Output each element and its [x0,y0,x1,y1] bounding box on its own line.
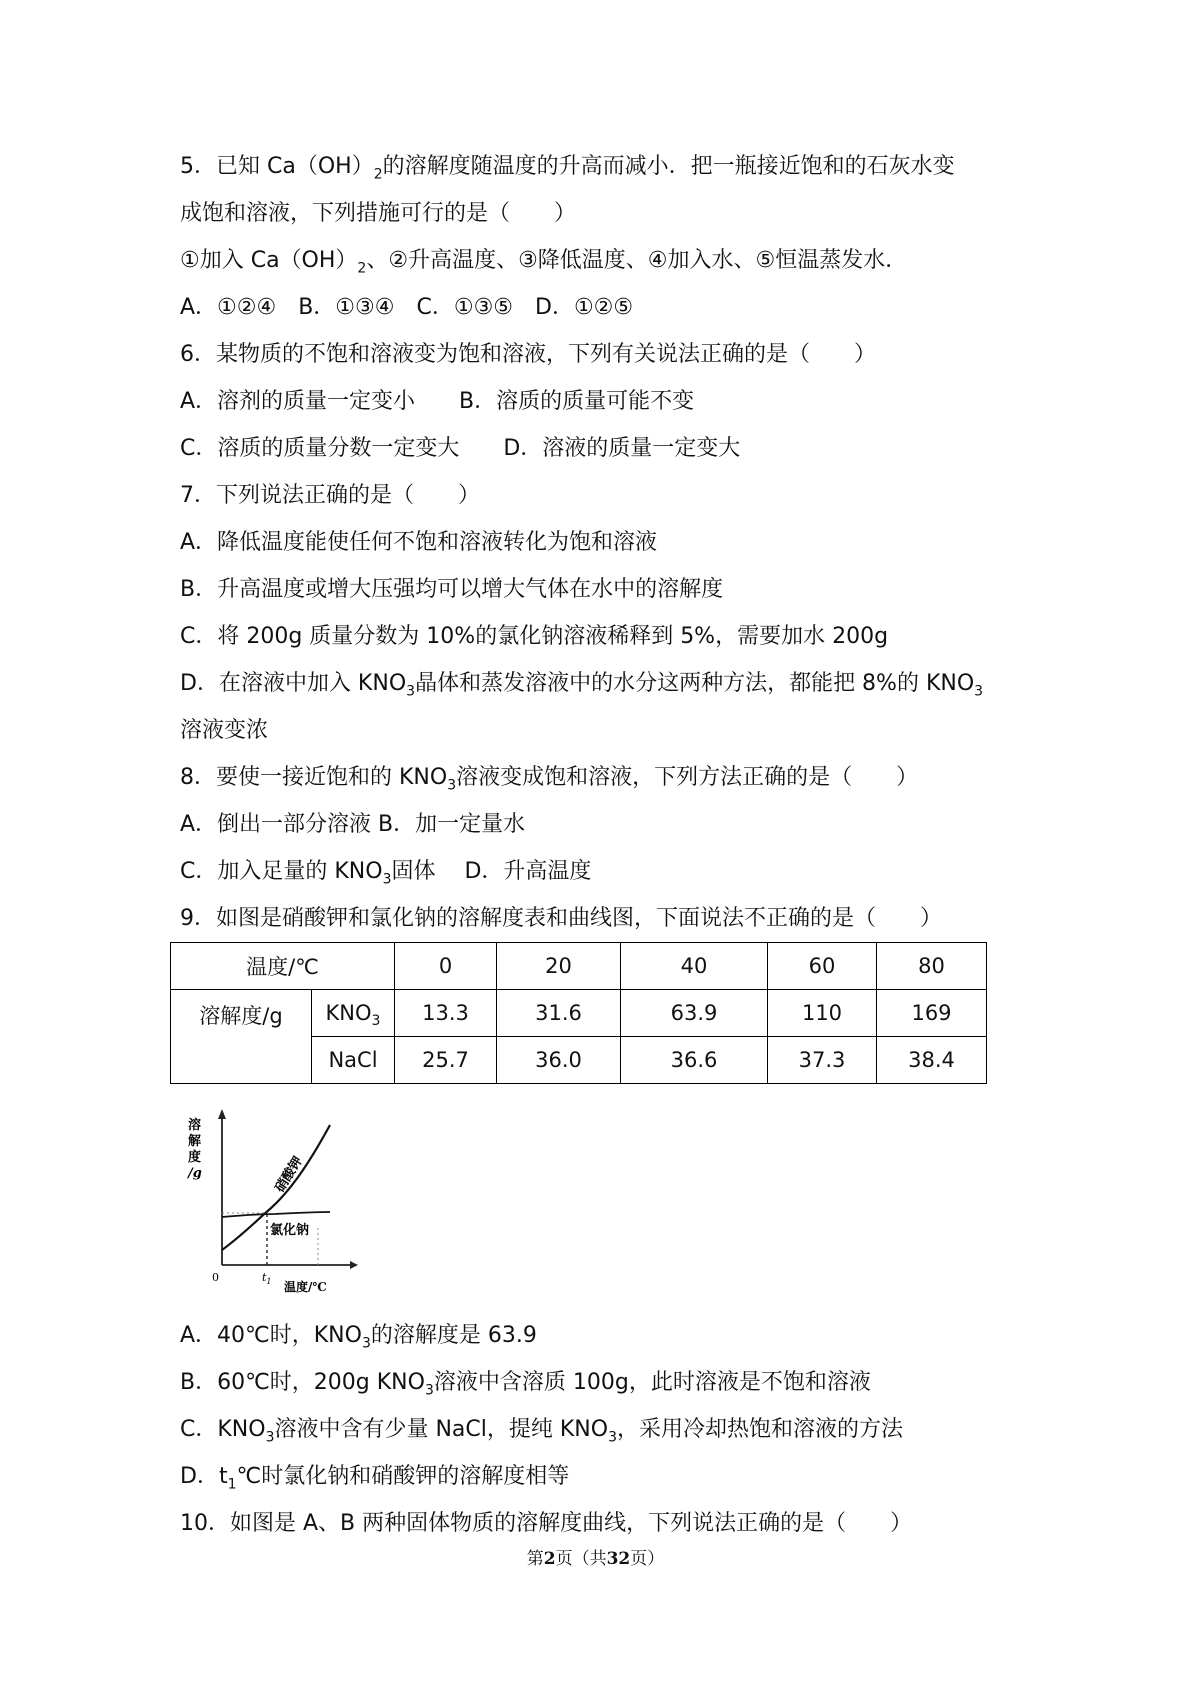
q6-stem: 6．某物质的不饱和溶液变为饱和溶液，下列有关说法正确的是（ ） [180,342,876,367]
solubility-curve-graph [170,1105,360,1295]
q5-stem-line1: 5．已知 $Ca(OH)_2$的溶解度随温度的升高而减小．把一瓶接近饱和的石灰水变 [180,154,955,183]
table-cell: 36.0 [497,1037,621,1084]
table-cell: 31.6 [497,990,621,1037]
q7-option-c: C．将 200g 质量分数为 10%的氯化钠溶液稀释到 5%，需要加水 200g [180,624,889,649]
table-cell: 63.9 [621,990,768,1037]
q6-options-cd: C．溶质的质量分数一定变大 D．溶液的质量一定变大 [180,436,741,461]
q9-option-a: A．40℃时，$KNO_3$的溶解度是 63.9 [180,1323,537,1352]
q7-option-d-cont: 溶液变浓 [180,718,269,743]
q5-measures: ①加入 $Ca(OH)_2$、②升高温度、③降低温度、④加入水、⑤恒温蒸发水． [180,248,908,277]
q9-option-b: B．60℃时，200g $KNO_3$溶液中含溶质 100g，此时溶液是不饱和溶液 [180,1370,871,1399]
y-axis-arrow [218,1109,226,1119]
table-cell-kno3: $KNO_3$ [312,990,395,1037]
table-cell: 169 [877,990,987,1037]
q5-options: A．①②④ B．①③④ C．①③⑤ D．①②⑤ [180,295,634,320]
q10-stem: 10．如图是 A、B 两种固体物质的溶解度曲线，下列说法正确的是（ ） [180,1511,913,1536]
table-row [171,990,987,1037]
t1-label: $t_1$ [262,1271,272,1286]
table-header-temp: 温度/℃ [171,943,395,990]
table-cell: 40 [621,943,768,990]
table-cell: 36.6 [621,1037,768,1084]
kno3-curve-label: 硝酸钾 [272,1154,307,1196]
origin-label: 0 [212,1271,219,1284]
table-cell: 110 [768,990,877,1037]
table-row-label: 溶解度/g [171,990,312,1084]
table-row [171,943,987,990]
q9-option-c: C．$KNO_3$溶液中含有少量 NaCl，提纯 $KNO_3$，采用冷却热饱和溶液的方法 [180,1417,904,1446]
table-cell: 25.7 [395,1037,497,1084]
table-cell: 38.4 [877,1037,987,1084]
page-footer: 第2页（共32页） [526,1549,665,1569]
nacl-curve-label: 氯化钠 [270,1223,310,1238]
table-cell: 80 [877,943,987,990]
x-label: 温度/℃ [284,1280,327,1294]
table-cell-nacl: NaCl [312,1037,395,1084]
q7-option-b: B．升高温度或增大压强均可以增大气体在水中的溶解度 [180,577,724,602]
table-cell: 37.3 [768,1037,877,1084]
y-label-char: 解 [188,1134,202,1149]
q6-options-ab: A．溶剂的质量一定变小 B．溶质的质量可能不变 [180,389,695,414]
q8-options-cd: C．加入足量的 $KNO_3$固体 D．升高温度 [180,859,592,888]
q7-option-d: D．在溶液中加入 $KNO_3$晶体和蒸发溶液中的水分这两种方法，都能把 8%的 $KNO_3$ [180,671,984,700]
table-cell: 0 [395,943,497,990]
solubility-table [170,942,987,1084]
q5-stem-line2: 成饱和溶液，下列措施可行的是（ ） [180,201,577,226]
table-cell: 20 [497,943,621,990]
q7-stem: 7．下列说法正确的是（ ） [180,483,480,508]
q7-option-a: A．降低温度能使任何不饱和溶液转化为饱和溶液 [180,530,658,555]
q9-stem: 9．如图是硝酸钾和氯化钠的溶解度表和曲线图，下面说法不正确的是（ ） [180,906,942,931]
q9-option-d: D．$t_1℃$时氯化钠和硝酸钾的溶解度相等 [180,1464,570,1493]
y-label-char: 度 [188,1150,202,1165]
x-axis-arrow [350,1261,358,1269]
table-cell: 13.3 [395,990,497,1037]
y-label-char: 溶 [188,1118,202,1133]
table-cell: 60 [768,943,877,990]
y-label-char: /g [188,1166,202,1181]
q8-options-ab: A．倒出一部分溶液 B．加一定量水 [180,812,526,837]
q8-stem: 8．要使一接近饱和的 $KNO_3$溶液变成饱和溶液，下列方法正确的是（ ） [180,765,919,794]
